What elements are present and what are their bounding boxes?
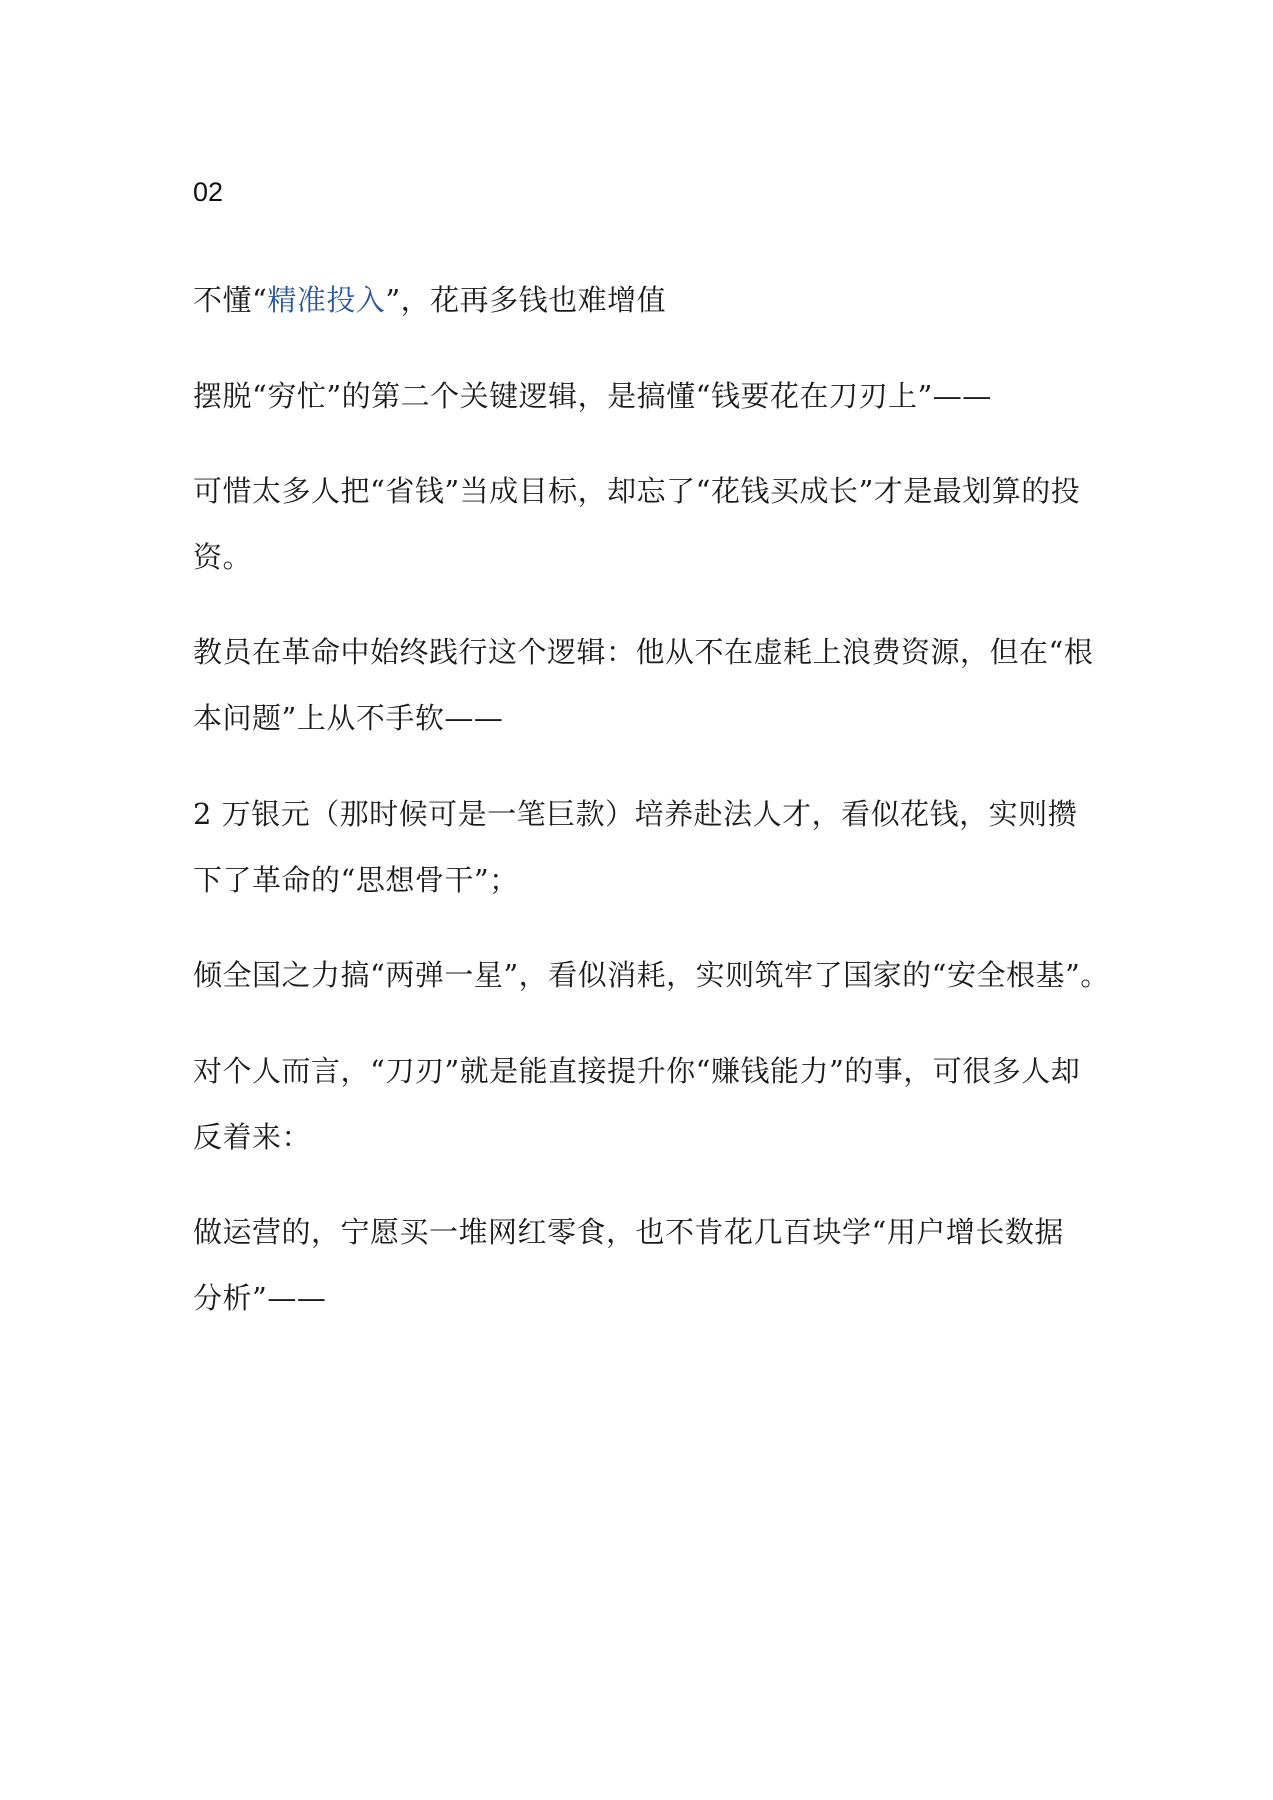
paragraph-line: 本问题”上从不手软—— [193, 701, 504, 735]
heading-prefix: 不懂“ [193, 283, 268, 317]
paragraph-line: 对个人而言，“刀刃”就是能直接提升你“赚钱能力”的事，可很多人却 [193, 1054, 1081, 1088]
paragraph-2 [193, 458, 1093, 590]
paragraph-line: 摆脱“穷忙”的第二个关键逻辑，是搞懂“钱要花在刀刃上”—— [193, 379, 992, 413]
paragraph-line: 资。 [193, 540, 253, 574]
paragraph-line: 倾全国之力搞“两弹一星”，看似消耗，实则筑牢了国家的“安全根基”。 [193, 958, 1110, 992]
paragraph-line: 教员在革命中始终践行这个逻辑：他从不在虚耗上浪费资源，但在“根 [193, 635, 1094, 669]
paragraph-line: 分析”—— [193, 1281, 327, 1315]
paragraph-1 [193, 363, 1093, 429]
paragraph-line: 做运营的，宁愿买一堆网红零食，也不肯花几百块学“用户增长数据 [193, 1215, 1064, 1249]
heading-link-text[interactable]: 精准投入 [267, 283, 386, 317]
paragraph-line: 反着来： [193, 1120, 312, 1154]
section-heading [193, 267, 1093, 333]
paragraph-4 [193, 781, 1093, 913]
paragraph-5 [193, 942, 1110, 1008]
heading-suffix: ”，花再多钱也难增值 [385, 283, 667, 317]
section-number: 02 [193, 177, 224, 207]
paragraph-3 [193, 619, 1093, 751]
paragraph-7 [193, 1199, 1093, 1331]
paragraph-line: 可惜太多人把“省钱”当成目标，却忘了“花钱买成长”才是最划算的投 [193, 474, 1081, 508]
paragraph-line: 2 万银元（那时候可是一笔巨款）培养赴法人才，看似花钱，实则攒 [193, 797, 1078, 831]
paragraph-line: 下了革命的“思想骨干”； [193, 863, 519, 897]
paragraph-6 [193, 1038, 1093, 1170]
